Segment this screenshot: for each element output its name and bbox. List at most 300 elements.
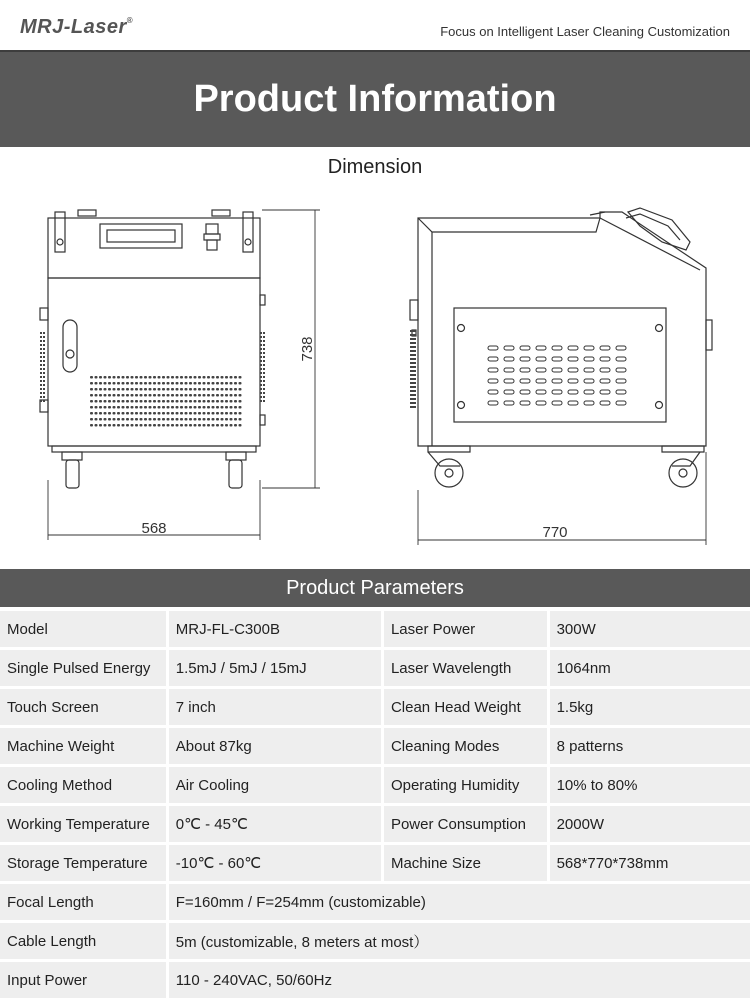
vent-slot <box>180 400 183 403</box>
vent-slot <box>198 406 201 409</box>
vent-slot <box>194 418 197 421</box>
vent-slot <box>171 382 174 385</box>
side-grille-dot <box>410 398 416 400</box>
side-vent-slot <box>584 390 594 394</box>
vent-slot <box>203 412 206 415</box>
grille-dot <box>43 364 45 366</box>
vent-slot <box>126 394 129 397</box>
vent-slot <box>126 388 129 391</box>
vent-slot <box>158 424 161 427</box>
vent-slot <box>189 412 192 415</box>
vent-slot <box>122 376 125 379</box>
param-value: 568*770*738mm <box>550 845 750 881</box>
side-vent-slot <box>600 390 610 394</box>
vent-slot <box>149 406 152 409</box>
vent-slot <box>203 406 206 409</box>
side-grille-dot <box>410 362 416 364</box>
grille-dot <box>40 340 42 342</box>
side-vent-slot <box>488 357 498 361</box>
front-view-drawing <box>40 210 265 488</box>
side-grille-dot <box>410 354 416 356</box>
vent-slot <box>225 394 228 397</box>
vent-slot <box>95 424 98 427</box>
vent-slot <box>207 418 210 421</box>
vent-slot <box>90 418 93 421</box>
grille-dot <box>263 332 265 334</box>
vent-slot <box>113 394 116 397</box>
vent-slot <box>234 400 237 403</box>
vent-slot <box>158 406 161 409</box>
vent-slot <box>135 394 138 397</box>
vent-slot <box>162 394 165 397</box>
vent-slot <box>216 418 219 421</box>
param-value: 110 - 240VAC, 50/60Hz <box>169 962 750 998</box>
param-value: -10℃ - 60℃ <box>169 845 384 881</box>
vent-slot <box>108 406 111 409</box>
param-name: Power Consumption <box>384 806 550 842</box>
vent-slot <box>176 388 179 391</box>
vent-slot <box>216 412 219 415</box>
vent-slot <box>221 382 224 385</box>
side-vent-slot <box>584 401 594 405</box>
grille-dot <box>263 352 265 354</box>
vent-slot <box>95 418 98 421</box>
table-row <box>0 767 750 803</box>
vent-slot <box>99 424 102 427</box>
vent-slot <box>135 388 138 391</box>
vent-slot <box>135 418 138 421</box>
vent-slot <box>149 382 152 385</box>
grille-dot <box>263 388 265 390</box>
vent-slot <box>95 400 98 403</box>
vent-slot <box>140 412 143 415</box>
side-vent-slot <box>568 379 578 383</box>
side-grille-dot <box>410 394 416 396</box>
vent-slot <box>104 418 107 421</box>
side-vent-slot <box>504 390 514 394</box>
side-vent-slot <box>552 390 562 394</box>
vent-slot <box>162 418 165 421</box>
vent-slot <box>162 412 165 415</box>
vent-slot <box>104 424 107 427</box>
side-grille-dot <box>410 342 416 344</box>
vent-slot <box>167 394 170 397</box>
side-vent-slot <box>568 346 578 350</box>
vent-slot <box>108 382 111 385</box>
grille-dot <box>263 380 265 382</box>
param-name: Touch Screen <box>0 689 169 725</box>
side-grille-dot <box>410 390 416 392</box>
vent-slot <box>216 388 219 391</box>
vent-slot <box>104 376 107 379</box>
vent-slot <box>153 406 156 409</box>
vent-slot <box>113 382 116 385</box>
vent-slot <box>234 406 237 409</box>
vent-slot <box>131 394 134 397</box>
vent-slot <box>194 412 197 415</box>
vent-slot <box>117 382 120 385</box>
side-vent-slot <box>520 379 530 383</box>
vent-slot <box>99 418 102 421</box>
vent-slot <box>221 424 224 427</box>
side-vent-slot <box>504 357 514 361</box>
param-value: 5m (customizable, 8 meters at most） <box>169 923 750 959</box>
vent-slot <box>117 400 120 403</box>
top-bar <box>0 0 750 50</box>
grille-dot <box>40 352 42 354</box>
vent-slot <box>162 424 165 427</box>
side-vent-slot <box>520 357 530 361</box>
dimension-drawings <box>0 190 750 565</box>
grille-dot <box>43 352 45 354</box>
table-row <box>0 923 750 959</box>
side-vent-slot <box>488 379 498 383</box>
vent-slot <box>113 388 116 391</box>
vent-slot <box>167 412 170 415</box>
vent-slot <box>90 382 93 385</box>
vent-slot <box>162 406 165 409</box>
grille-dot <box>43 376 45 378</box>
vent-slot <box>131 382 134 385</box>
vent-slot <box>108 412 111 415</box>
vent-slot <box>117 406 120 409</box>
vent-slot <box>198 394 201 397</box>
vent-slot <box>225 424 228 427</box>
grille-dot <box>263 356 265 358</box>
grille-dot <box>260 380 262 382</box>
vent-slot <box>135 412 138 415</box>
vent-slot <box>126 382 129 385</box>
grille-dot <box>260 352 262 354</box>
side-vent-slot <box>536 379 546 383</box>
vent-slot <box>180 418 183 421</box>
vent-slot <box>176 418 179 421</box>
side-vent-slot <box>520 368 530 372</box>
grille-dot <box>43 380 45 382</box>
vent-slot <box>212 400 215 403</box>
vent-slot <box>171 400 174 403</box>
grille-dot <box>263 336 265 338</box>
vent-slot <box>144 382 147 385</box>
vent-slot <box>185 406 188 409</box>
vent-slot <box>162 382 165 385</box>
vent-slot <box>212 418 215 421</box>
vent-slot <box>99 400 102 403</box>
table-row <box>0 689 750 725</box>
grille-dot <box>43 384 45 386</box>
vent-slot <box>221 394 224 397</box>
table-row <box>0 845 750 881</box>
vent-slot <box>207 406 210 409</box>
vent-slot <box>149 424 152 427</box>
side-grille-dot <box>410 350 416 352</box>
grille-dot <box>40 400 42 402</box>
grille-dot <box>40 384 42 386</box>
vent-slot <box>230 388 233 391</box>
vent-slot <box>234 412 237 415</box>
vent-slot <box>122 382 125 385</box>
side-vent-slot <box>536 346 546 350</box>
side-vent-slot <box>616 357 626 361</box>
grille-dot <box>43 360 45 362</box>
side-grille-dot <box>410 366 416 368</box>
vent-slot <box>140 400 143 403</box>
vent-slot <box>140 388 143 391</box>
vent-slot <box>221 388 224 391</box>
grille-dot <box>260 340 262 342</box>
grille-dot <box>260 348 262 350</box>
height-label: 738 <box>299 336 316 362</box>
grille-dot <box>40 332 42 334</box>
side-vent-slot <box>600 368 610 372</box>
vent-slot <box>90 394 93 397</box>
parameters-title: Product Parameters <box>0 569 750 607</box>
vent-slot <box>194 406 197 409</box>
vent-slot <box>95 406 98 409</box>
vent-slot <box>167 388 170 391</box>
vent-slot <box>131 424 134 427</box>
vent-slot <box>239 376 242 379</box>
grille-dot <box>40 392 42 394</box>
grille-dot <box>260 372 262 374</box>
side-grille-dot <box>410 334 416 336</box>
vent-slot <box>176 424 179 427</box>
vent-slot <box>144 388 147 391</box>
grille-dot <box>40 380 42 382</box>
param-name: Focal Length <box>0 884 169 920</box>
vent-slot <box>180 382 183 385</box>
vent-slot <box>144 376 147 379</box>
vent-slot <box>194 400 197 403</box>
grille-dot <box>40 388 42 390</box>
vent-slot <box>176 406 179 409</box>
table-row <box>0 884 750 920</box>
vent-slot <box>167 382 170 385</box>
vent-slot <box>180 394 183 397</box>
table-row <box>0 728 750 764</box>
vent-slot <box>189 388 192 391</box>
side-vent-slot <box>552 346 562 350</box>
vent-slot <box>198 388 201 391</box>
grille-dot <box>260 396 262 398</box>
side-grille-dot <box>410 406 416 408</box>
vent-slot <box>140 376 143 379</box>
vent-slot <box>207 400 210 403</box>
param-name: Machine Size <box>384 845 550 881</box>
vent-slot <box>203 376 206 379</box>
side-grille-dot <box>410 402 416 404</box>
side-view-drawing <box>410 208 712 487</box>
vent-slot <box>99 382 102 385</box>
side-vent-slot <box>600 346 610 350</box>
length-label: 770 <box>542 524 568 541</box>
grille-dot <box>263 368 265 370</box>
param-value: 300W <box>550 611 750 647</box>
vent-slot <box>99 406 102 409</box>
grille-dot <box>40 356 42 358</box>
vent-slot <box>221 406 224 409</box>
vent-slot <box>198 424 201 427</box>
vent-slot <box>149 412 152 415</box>
grille-dot <box>40 376 42 378</box>
grille-dot <box>260 368 262 370</box>
side-vent-slot <box>504 401 514 405</box>
side-grille-dot <box>410 378 416 380</box>
grille-dot <box>263 364 265 366</box>
vent-slot <box>90 424 93 427</box>
vent-slot <box>99 412 102 415</box>
side-vent-slot <box>616 390 626 394</box>
vent-slot <box>113 406 116 409</box>
vent-slot <box>176 376 179 379</box>
vent-slot <box>167 400 170 403</box>
param-value: 1064nm <box>550 650 750 686</box>
vent-slot <box>104 412 107 415</box>
side-vent-slot <box>536 357 546 361</box>
side-vent-slot <box>488 346 498 350</box>
brand-logo: MRJ-Laser® <box>20 16 134 38</box>
vent-slot <box>203 382 206 385</box>
side-vent-slot <box>568 401 578 405</box>
side-grille-dot <box>410 330 416 332</box>
vent-slot <box>90 412 93 415</box>
vent-slot <box>126 418 129 421</box>
vent-slot <box>153 388 156 391</box>
param-name: Single Pulsed Energy <box>0 650 169 686</box>
param-name: Operating Humidity <box>384 767 550 803</box>
grille-dot <box>40 360 42 362</box>
vent-slot <box>207 424 210 427</box>
grille-dot <box>40 344 42 346</box>
grille-dot <box>260 364 262 366</box>
vent-slot <box>126 400 129 403</box>
vent-slot <box>185 418 188 421</box>
vent-slot <box>225 382 228 385</box>
vent-slot <box>131 418 134 421</box>
side-vent-slot <box>584 379 594 383</box>
vent-slot <box>95 394 98 397</box>
vent-slot <box>90 406 93 409</box>
vent-slot <box>212 394 215 397</box>
side-vent-slot <box>600 379 610 383</box>
vent-slot <box>171 376 174 379</box>
vent-slot <box>194 394 197 397</box>
vent-slot <box>234 388 237 391</box>
grille-dot <box>263 400 265 402</box>
vent-slot <box>149 388 152 391</box>
vent-slot <box>135 376 138 379</box>
grille-dot <box>43 392 45 394</box>
vent-slot <box>189 394 192 397</box>
vent-slot <box>122 400 125 403</box>
vent-slot <box>185 376 188 379</box>
vent-slot <box>135 424 138 427</box>
vent-slot <box>185 394 188 397</box>
vent-slot <box>122 424 125 427</box>
vent-slot <box>135 406 138 409</box>
width-label: 568 <box>141 520 167 537</box>
vent-slot <box>216 400 219 403</box>
vent-slot <box>221 418 224 421</box>
vent-slot <box>234 376 237 379</box>
vent-slot <box>203 418 206 421</box>
side-vent-slot <box>568 390 578 394</box>
vent-slot <box>95 376 98 379</box>
vent-slot <box>122 418 125 421</box>
vent-slot <box>131 406 134 409</box>
vent-slot <box>144 406 147 409</box>
vent-slot <box>99 376 102 379</box>
vent-slot <box>126 424 129 427</box>
grille-dot <box>40 396 42 398</box>
vent-slot <box>104 400 107 403</box>
vent-slot <box>108 400 111 403</box>
grille-dot <box>263 340 265 342</box>
vent-slot <box>108 388 111 391</box>
vent-slot <box>189 400 192 403</box>
vent-slot <box>212 412 215 415</box>
side-vent-slot <box>536 390 546 394</box>
vent-slot <box>225 376 228 379</box>
vent-slot <box>216 382 219 385</box>
vent-slot <box>126 376 129 379</box>
side-vent-slot <box>552 357 562 361</box>
vent-slot <box>113 400 116 403</box>
vent-slot <box>140 406 143 409</box>
vent-slot <box>90 400 93 403</box>
grille-dot <box>260 388 262 390</box>
vent-slot <box>203 388 206 391</box>
vent-slot <box>212 406 215 409</box>
side-grille-dot <box>410 370 416 372</box>
param-name: Storage Temperature <box>0 845 169 881</box>
vent-slot <box>117 394 120 397</box>
side-vent-slot <box>536 401 546 405</box>
grille-dot <box>263 396 265 398</box>
vent-slot <box>239 382 242 385</box>
vent-slot <box>149 394 152 397</box>
param-value: 2000W <box>550 806 750 842</box>
vent-slot <box>176 412 179 415</box>
vent-slot <box>144 418 147 421</box>
vent-slot <box>108 424 111 427</box>
grille-dot <box>260 392 262 394</box>
vent-slot <box>176 382 179 385</box>
vent-slot <box>108 394 111 397</box>
side-grille-dot <box>410 382 416 384</box>
vent-slot <box>131 400 134 403</box>
param-value: MRJ-FL-C300B <box>169 611 384 647</box>
vent-slot <box>198 382 201 385</box>
grille-dot <box>43 332 45 334</box>
vent-slot <box>108 418 111 421</box>
vent-slot <box>153 412 156 415</box>
vent-slot <box>167 406 170 409</box>
side-vent-slot <box>504 379 514 383</box>
vent-slot <box>189 376 192 379</box>
vent-slot <box>162 388 165 391</box>
vent-slot <box>234 418 237 421</box>
side-grille-dot <box>410 386 416 388</box>
param-name: Cooling Method <box>0 767 169 803</box>
vent-slot <box>239 406 242 409</box>
vent-slot <box>104 394 107 397</box>
side-vent-slot <box>600 401 610 405</box>
side-vent-slot <box>488 401 498 405</box>
vent-slot <box>153 418 156 421</box>
vent-slot <box>149 400 152 403</box>
grille-dot <box>263 372 265 374</box>
